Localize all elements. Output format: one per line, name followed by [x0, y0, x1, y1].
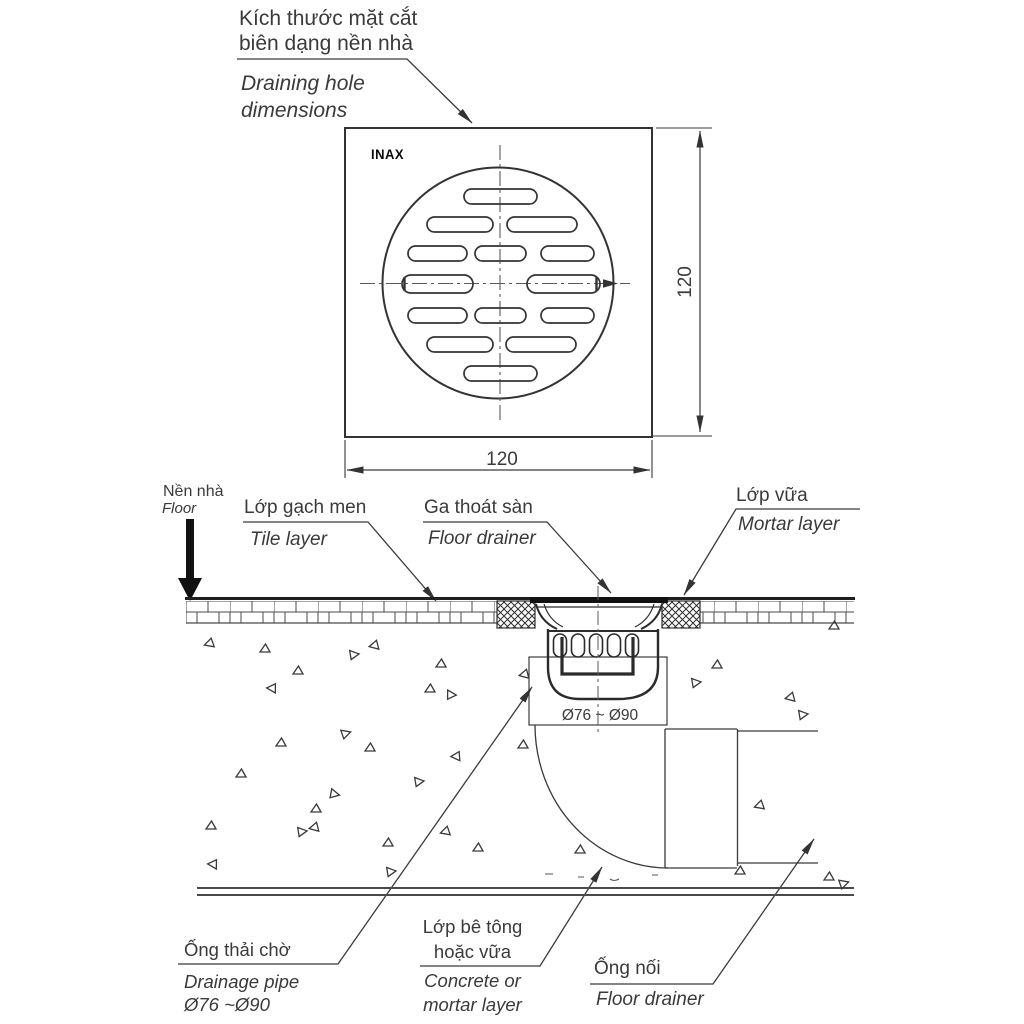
dimension-bottom — [345, 440, 652, 478]
grate-slot — [507, 217, 577, 232]
grate-slot — [541, 246, 594, 261]
debris-marks — [545, 874, 658, 881]
label-concrete-en: Concrete or mortar layer — [423, 970, 522, 1015]
title-callout-en: Draining hole dimensions — [241, 72, 365, 122]
grate-slot — [506, 337, 576, 352]
tile-layer-right — [700, 601, 854, 623]
label-floor-en: Floor — [162, 500, 197, 517]
tile-layer-left — [186, 601, 497, 623]
grate-slot — [408, 246, 467, 261]
plan-view — [345, 128, 652, 437]
dim-bottom-value: 120 — [486, 449, 518, 470]
grate-slots — [402, 189, 600, 381]
title-callout-vi: Kích thước mặt cắt biên dạng nền nhà — [239, 7, 418, 55]
center-lines — [360, 145, 630, 421]
brand-logo: INAX — [371, 146, 405, 163]
strainer-slots — [554, 634, 639, 657]
label-mortar-vi: Lớp vữa — [736, 485, 808, 506]
grate-slot — [408, 308, 467, 323]
label-concrete-vi: Lớp bê tông hoặc vữa — [422, 916, 523, 962]
label-floor-vi: Nền nhà — [163, 483, 224, 500]
slab-bottom-line — [197, 888, 854, 895]
floor-arrow — [178, 519, 202, 601]
label-connector-vi: Ống nối — [594, 958, 661, 979]
dimension-right — [652, 128, 712, 436]
pipe-stub — [738, 731, 819, 863]
label-connector-en: Floor drainer — [596, 989, 704, 1010]
mortar-block-left — [497, 601, 535, 628]
centerline-arrow — [603, 279, 618, 287]
grate-slot — [427, 217, 493, 232]
grate-slot — [541, 308, 594, 323]
connector-hub — [665, 729, 738, 868]
drainer-rim — [530, 597, 668, 603]
label-mortar-en: Mortar layer — [738, 514, 840, 535]
pipe-diameter-text: Ø76 ~ Ø90 — [561, 707, 639, 724]
dim-right-value: 120 — [675, 266, 696, 298]
label-floor-drainer-vi: Ga thoát sàn — [424, 497, 533, 518]
concrete-aggregate — [204, 621, 848, 890]
elbow-curve — [535, 725, 668, 868]
label-drainage-pipe-en: Drainage pipe — [184, 971, 300, 992]
grate-slot — [427, 337, 493, 352]
elbow-pipe — [535, 725, 818, 868]
label-tile-en: Tile layer — [250, 529, 327, 550]
label-drainage-pipe-vi: Ống thải chờ — [184, 939, 291, 960]
label-drainage-pipe-size: Ø76 ~Ø90 — [184, 994, 270, 1015]
label-floor-drainer-en: Floor drainer — [428, 528, 536, 549]
section-view — [185, 586, 855, 895]
mortar-block-right — [662, 601, 700, 628]
label-tile-vi: Lớp gạch men — [244, 497, 367, 518]
